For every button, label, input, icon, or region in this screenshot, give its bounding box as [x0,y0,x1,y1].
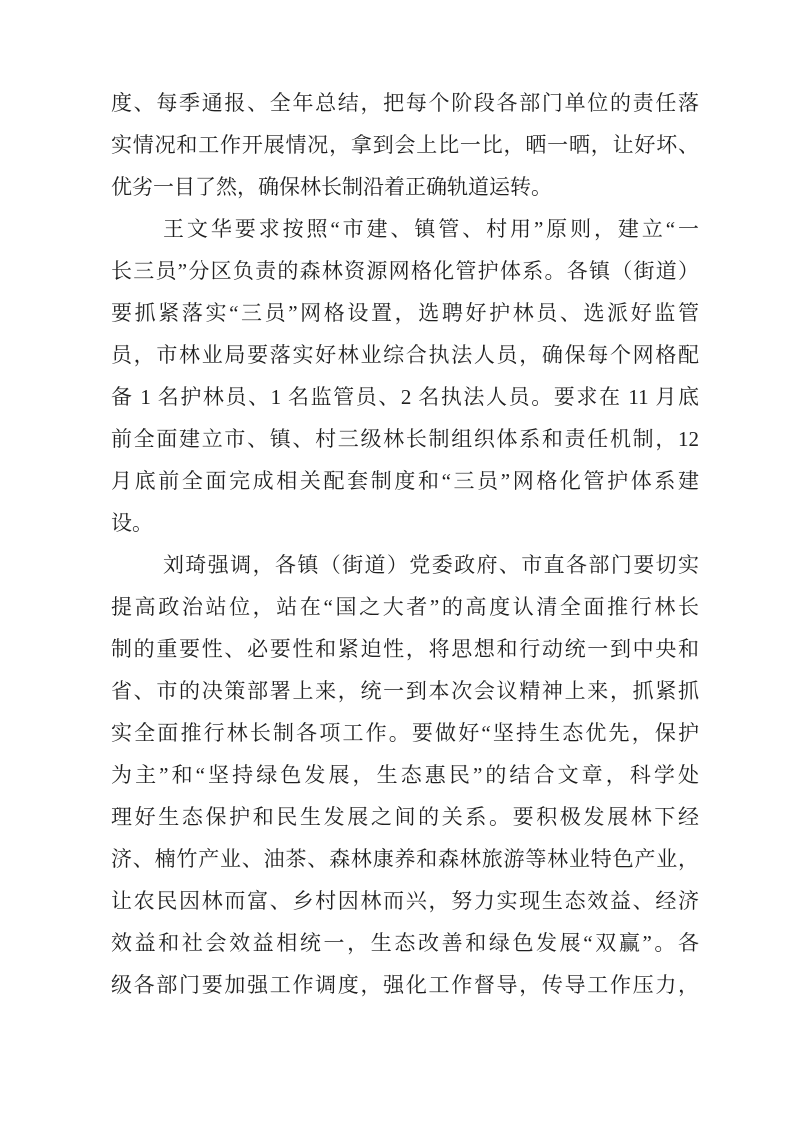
text-line: 省、市的决策部署上来，统一到本次会议精神上来，抓紧抓 [111,679,699,703]
text-line: 王文华要求按照“市建、镇管、村用”原则，建立“一 [163,217,699,241]
text-line: 效益和社会效益相统一，生态改善和绿色发展“双赢”。各 [111,931,699,955]
text-line: 级各部门要加强工作调度，强化工作督导，传导工作压力， [111,973,699,997]
text-line: 理好生态保护和民生发展之间的关系。要积极发展林下经 [111,805,699,829]
text-line: 提高政治站位，站在“国之大者”的高度认清全面推行林长 [111,595,699,619]
text-line: 实全面推行林长制各项工作。要做好“坚持生态优先，保护 [111,721,699,745]
text-line: 度、每季通报、全年总结，把每个阶段各部门单位的责任落 [111,91,699,115]
text-line: 制的重要性、必要性和紧迫性，将思想和行动统一到中央和 [111,637,699,661]
text-line: 济、楠竹产业、油茶、森林康养和森林旅游等林业特色产业， [111,847,699,871]
text-line: 员，市林业局要落实好林业综合执法人员，确保每个网格配 [111,343,699,367]
text-line: 设。 [111,511,153,535]
text-line: 刘琦强调，各镇（街道）党委政府、市直各部门要切实 [163,553,699,577]
text-line: 月底前全面完成相关配套制度和“三员”网格化管护体系建 [111,469,699,493]
text-line: 备 1 名护林员、1 名监管员、2 名执法人员。要求在 11 月底 [111,385,699,409]
text-line: 让农民因林而富、乡村因林而兴，努力实现生态效益、经济 [111,889,699,913]
text-line: 要抓紧落实“三员”网格设置，选聘好护林员、选派好监管 [111,301,699,325]
text-line: 长三员”分区负责的森林资源网格化管护体系。各镇（街道） [111,259,699,283]
text-line: 前全面建立市、镇、村三级林长制组织体系和责任机制，12 [111,427,699,451]
text-line: 为主”和“坚持绿色发展，生态惠民”的结合文章，科学处 [111,763,699,787]
text-line: 实情况和工作开展情况，拿到会上比一比，晒一晒，让好坏、 [111,133,699,157]
text-line: 优劣一目了然，确保林长制沿着正确轨道运转。 [111,175,552,199]
body-text [111,82,699,1006]
